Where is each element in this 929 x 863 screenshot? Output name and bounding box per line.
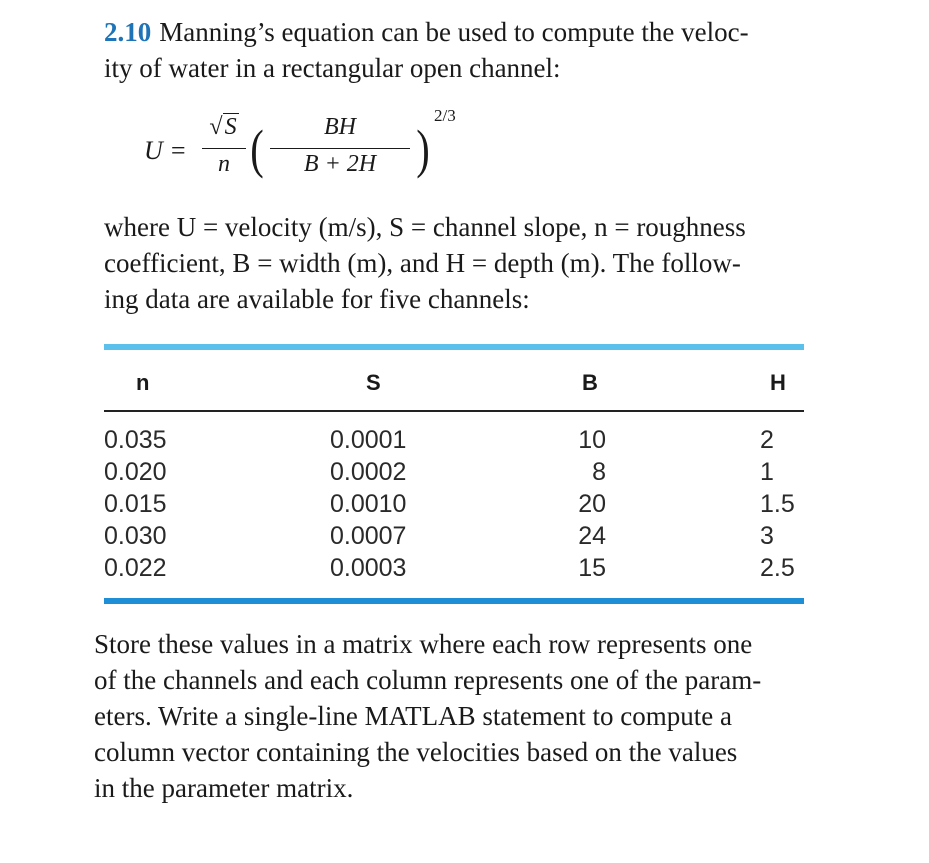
left-paren: ( [250,119,264,179]
cell-b: 8 [592,458,606,486]
intro-line-1: Manning’s equation can be used to compute the veloc- [159,17,749,47]
sqrt-symbol: √ [209,114,223,140]
fraction-bar-1 [202,148,246,149]
cell-h: 2.5 [760,554,795,582]
closing-line-4: column vector containing the velocities based on the values [94,737,738,767]
cell-s: 0.0001 [330,426,407,454]
cell-n: 0.015 [104,490,167,518]
equation-denominator-2: B + 2H [303,151,377,177]
header-s: S [366,370,381,395]
variable-description [104,209,804,317]
closing-paragraph [94,626,794,806]
cell-n: 0.035 [104,426,167,454]
channel-data-table [104,344,804,604]
cell-s: 0.0002 [330,458,407,486]
sqrt-argument: S [224,114,237,140]
description-line-2: coefficient, B = width (m), and H = depth (m). The follow- [104,248,741,278]
table-header-row [104,350,804,412]
description-line-1: where U = velocity (m/s), S = channel slope, n = roughness [104,212,746,242]
cell-s: 0.0010 [330,490,407,518]
description-line-3: ing data are available for five channels: [104,284,530,314]
fraction-bar-2 [270,148,410,149]
cell-b: 20 [578,490,606,518]
header-h: H [770,370,786,395]
equation-lhs: U = [144,136,187,165]
cell-h: 1.5 [760,490,795,518]
equation-denominator-1: n [218,151,230,177]
closing-line-3: eters. Write a single-line MATLAB statement to compute a [94,701,732,731]
right-paren: ) [416,119,430,179]
header-b: B [582,370,598,395]
equation-numerator-2: BH [324,114,356,140]
cell-b: 10 [578,426,606,454]
cell-h: 1 [760,458,774,486]
table-bottom-rule [104,598,804,604]
problem-block [94,14,804,803]
cell-n: 0.030 [104,522,167,550]
table-body [104,412,804,596]
equation-fraction-2 [270,114,410,178]
header-n: n [136,370,150,395]
closing-line-1: Store these values in a matrix where each row represents one [94,629,753,659]
problem-number: 2.10 [104,17,152,47]
closing-line-2: of the channels and each column represents one of the param- [94,665,762,695]
cell-s: 0.0007 [330,522,407,550]
closing-line-5: in the parameter matrix. [94,773,354,803]
equation-fraction-1 [202,114,246,178]
manning-equation [144,106,474,204]
intro-line-2: ity of water in a rectangular open channel: [104,53,561,83]
cell-n: 0.022 [104,554,167,582]
equation-exponent: 2/3 [434,106,456,125]
cell-h: 2 [760,426,774,454]
problem-intro [104,14,804,86]
cell-n: 0.020 [104,458,167,486]
cell-h: 3 [760,522,774,550]
cell-b: 15 [578,554,606,582]
cell-s: 0.0003 [330,554,407,582]
cell-b: 24 [578,522,606,550]
